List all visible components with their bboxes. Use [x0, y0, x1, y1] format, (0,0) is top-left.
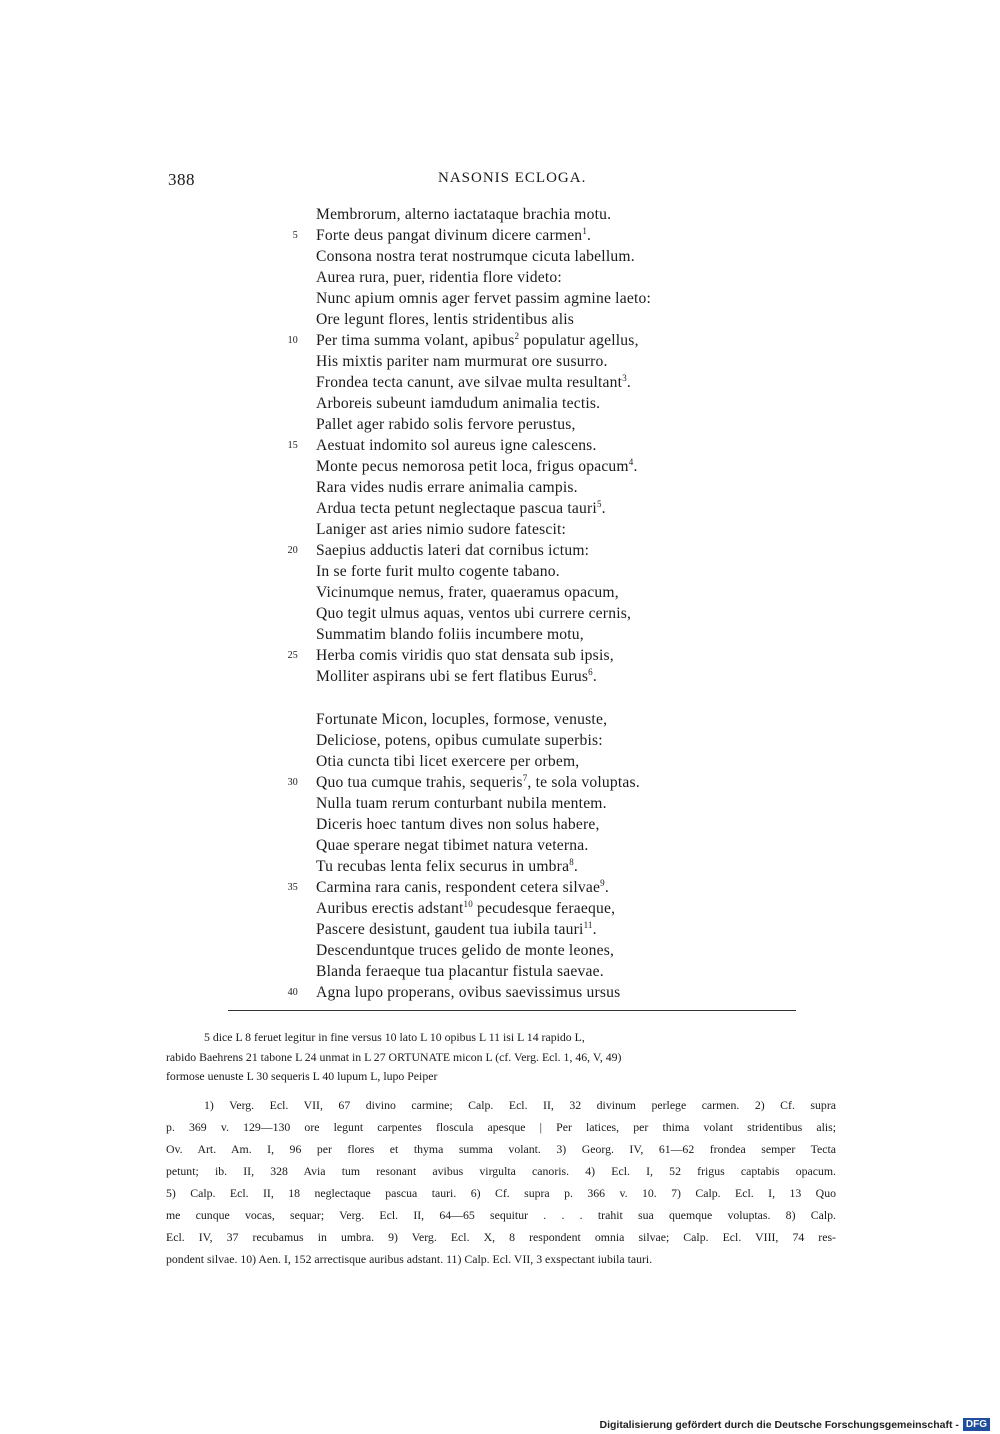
footnote-line: 5) Calp. Ecl. II, 18 neglectaque pascua tauri. 6) Cf. supra p. 366 v. 10. 7) Calp. Ecl. I, 13 Quo: [166, 1186, 836, 1200]
critical-apparatus: [166, 1028, 836, 1087]
verse-text: Deliciose, potens, opibus cumulate superbis:: [316, 732, 603, 749]
verse-text: Otia cuncta tibi licet exercere per orbem,: [316, 753, 580, 770]
verse-text: Arboreis subeunt iamdudum animalia tectis.: [316, 395, 601, 412]
verse-line: [287, 330, 856, 351]
verse-line: [316, 730, 856, 751]
verse-line: [316, 372, 856, 393]
verse-line: [316, 624, 856, 645]
verse-line: [316, 709, 856, 730]
verse-line: [316, 898, 856, 919]
verse-text: Tu recubas lenta felix securus in umbra: [316, 858, 570, 875]
footnote-reference: 1: [582, 225, 588, 236]
footnote-line: me cunque vocas, sequar; Verg. Ecl. II, 64—65 sequitur . . . trahit sua quemque voluptas. 8) Calp.: [166, 1208, 836, 1222]
verse-text: Pallet ager rabido solis fervore perustus,: [316, 416, 576, 433]
verse-line: [316, 835, 856, 856]
line-number: 5: [292, 230, 298, 241]
verse-text: Membrorum, alterno iactataque brachia motu.: [316, 206, 612, 223]
verse-text: Auribus erectis adstant: [316, 900, 464, 917]
page-number: 388: [168, 170, 195, 189]
verse-tail: populatur agellus,: [519, 332, 639, 349]
verse-text: Frondea tecta canunt, ave silvae multa resultant: [316, 374, 623, 391]
verse-text: Ardua tecta petunt neglectaque pascua tauri: [316, 500, 597, 517]
verse-line: [316, 751, 856, 772]
verse-line: [316, 940, 856, 961]
dfg-logo: DFG: [963, 1418, 990, 1431]
verse-line: [316, 961, 856, 982]
line-number: 20: [287, 545, 298, 556]
footnote-reference: 5: [596, 498, 602, 509]
verse-text: Descenduntque truces gelido de monte leones,: [316, 942, 615, 959]
verse-line: [316, 603, 856, 624]
verse-text: Vicinumque nemus, frater, quaeramus opacum,: [316, 584, 619, 601]
verse-line: [287, 540, 856, 561]
verse-tail: .: [633, 458, 638, 475]
verse-line: [316, 414, 856, 435]
footnote-reference: 11: [583, 919, 593, 930]
footnote-reference: 2: [514, 330, 520, 341]
poem-text: [287, 204, 856, 1003]
verse-line: [316, 793, 856, 814]
verse-line: [287, 982, 856, 1003]
verse-tail: .: [592, 921, 597, 938]
verse-line: [316, 561, 856, 582]
line-number: 25: [287, 650, 298, 661]
verse-line: [316, 519, 856, 540]
verse-line: [287, 877, 856, 898]
line-number: 15: [287, 440, 298, 451]
footnote-reference: 7: [522, 772, 528, 783]
footnote-rule: [228, 1010, 796, 1011]
verse-text: His mixtis pariter nam murmurat ore susurro.: [316, 353, 608, 370]
verse-line: [316, 814, 856, 835]
verse-line: [287, 435, 856, 456]
verse-text: Blanda feraeque tua placantur fistula saevae.: [316, 963, 604, 980]
verse-line: [287, 645, 856, 666]
verse-line: [316, 351, 856, 372]
footnote-line: p. 369 v. 129—130 ore legunt carpentes flosculа apesque | Per latices, per thima volant stridentibus alis;: [166, 1120, 836, 1134]
verse-text: Diceris hoec tantum dives non solus habere,: [316, 816, 600, 833]
apparatus-line: rabido Baehrens 21 tabone L 24 unmat in L 27 ORTUNATE micon L (cf. Verg. Ecl. 1, 46, V, 49): [166, 1049, 622, 1064]
footnote-reference: 9: [600, 877, 605, 888]
verse-text: Herba comis viridis quo stat densata sub ipsis,: [316, 647, 614, 664]
verse-line: [316, 309, 856, 330]
verse-tail: .: [587, 227, 592, 244]
line-number: 40: [287, 987, 298, 998]
verse-line: [316, 498, 856, 519]
verse-line: [316, 582, 856, 603]
footnote-reference: 3: [622, 372, 627, 383]
footnote-line: Ecl. IV, 37 recubamus in umbra. 9) Verg. Ecl. X, 8 respondent omnia silvae; Calp. Ecl. VIII, 74 res-: [166, 1230, 836, 1244]
verse-tail: .: [592, 668, 597, 685]
verse-tail: , te sola voluptas.: [527, 774, 640, 791]
footnote-reference: 4: [628, 456, 634, 467]
apparatus-line: 5 dice L 8 feruet legitur in fine versus 10 lato L 10 opibus L 11 isi L 14 rapido L,: [204, 1030, 585, 1044]
footnote-reference: 8: [569, 856, 574, 867]
footnote-reference: 10: [463, 898, 473, 909]
verse-line: [316, 456, 856, 477]
verse-text: Aestuat indomito sol aureus igne calescens.: [316, 437, 597, 454]
verse-text: Summatim blando foliis incumbere motu,: [316, 626, 584, 643]
verse-text: Monte pecus nemorosa petit loca, frigus opacum: [316, 458, 629, 475]
verse-text: Nunc apium omnis ager fervet passim agmine laeto:: [316, 290, 652, 307]
verse-line: [316, 204, 856, 225]
footnote-line: 1) Verg. Ecl. VII, 67 divino carmine; Calp. Ecl. II, 32 divinum perlege carmen. 2) Cf. supra: [204, 1098, 836, 1112]
verse-tail: .: [573, 858, 579, 875]
verse-tail: pecudesque feraeque,: [472, 900, 616, 917]
verse-line: [316, 919, 856, 940]
footnote-line: Ov. Art. Am. I, 96 per flores et thyma summa volant. 3) Georg. IV, 61—62 frondea semper Tecta: [166, 1142, 836, 1156]
verse-text: Laniger ast aries nimio sudore fatescit:: [316, 521, 567, 538]
verse-text: Consona nostra terat nostrumque cicuta labellum.: [316, 248, 635, 265]
verse-text: Forte deus pangat divinum dicere carmen: [316, 227, 583, 244]
stanza-2: [287, 709, 856, 1003]
verse-text: Saepius adductis lateri dat cornibus ictum:: [316, 542, 590, 559]
line-number: 30: [287, 777, 298, 788]
running-title: NASONIS ECLOGA.: [438, 170, 587, 186]
footnote-reference: 6: [588, 666, 593, 677]
footnotes: [166, 1094, 836, 1270]
verse-line: [292, 225, 856, 246]
verse-line: [316, 477, 856, 498]
digitization-credit: [600, 1418, 991, 1431]
verse-line: [316, 856, 856, 877]
verse-line: [316, 246, 856, 267]
credit-text: Digitalisierung gefördert durch die Deutsche Forschungsgemeinschaft -: [599, 1418, 959, 1431]
verse-tail: .: [626, 374, 632, 391]
verse-text: Quo tegit ulmus aquas, ventos ubi currere cernis,: [316, 605, 632, 622]
verse-line: [316, 393, 856, 414]
verse-text: Molliter aspirans ubi se fert flatibus Eurus: [316, 668, 589, 685]
verse-text: Ore legunt flores, lentis stridentibus alis: [316, 311, 575, 328]
verse-line: [316, 267, 856, 288]
verse-line: [316, 288, 856, 309]
verse-text: Pascere desistunt, gaudent tua iubila tauri: [316, 921, 584, 938]
verse-text: Nulla tuam rerum conturbant nubila mentem.: [316, 795, 607, 812]
footnote-line: petunt; ib. II, 328 Avia tum resonant avibus virgulta canoris. 4) Ecl. I, 52 frigus captabis opacum.: [166, 1164, 836, 1178]
verse-text: Per tima summa volant, apibus: [316, 332, 515, 349]
verse-text: Carmina rara canis, respondent cetera silvae: [316, 879, 601, 896]
verse-text: Rara vides nudis errare animalia campis.: [316, 479, 578, 496]
verse-text: Quae sperare negat tibimet natura veterna.: [316, 837, 589, 854]
stanza-gap: [316, 687, 856, 709]
verse-line: [316, 666, 856, 687]
stanza-1: [287, 204, 856, 687]
verse-text: Aurea rura, puer, ridentia flore videto:: [316, 269, 562, 286]
verse-tail: .: [604, 879, 609, 896]
verse-text: Fortunate Micon, locuples, formose, venuste,: [316, 711, 608, 728]
verse-line: [287, 772, 856, 793]
line-number: 35: [287, 882, 298, 893]
verse-text: Quo tua cumque trahis, sequeris: [316, 774, 523, 791]
line-number: 10: [287, 335, 298, 346]
verse-text: In se forte furit multo cogente tabano.: [316, 563, 560, 580]
verse-text: Agna lupo properans, ovibus saevissimus ursus: [316, 984, 621, 1001]
footnote-line: pondent silvae. 10) Aen. I, 152 arrectisque auribus adstant. 11) Calp. Ecl. VII, 3 exspectant iubila tauri.: [166, 1252, 653, 1266]
verse-tail: .: [601, 500, 606, 517]
apparatus-line: formose uenuste L 30 sequeris L 40 lupum L, lupo Peiper: [166, 1069, 438, 1083]
